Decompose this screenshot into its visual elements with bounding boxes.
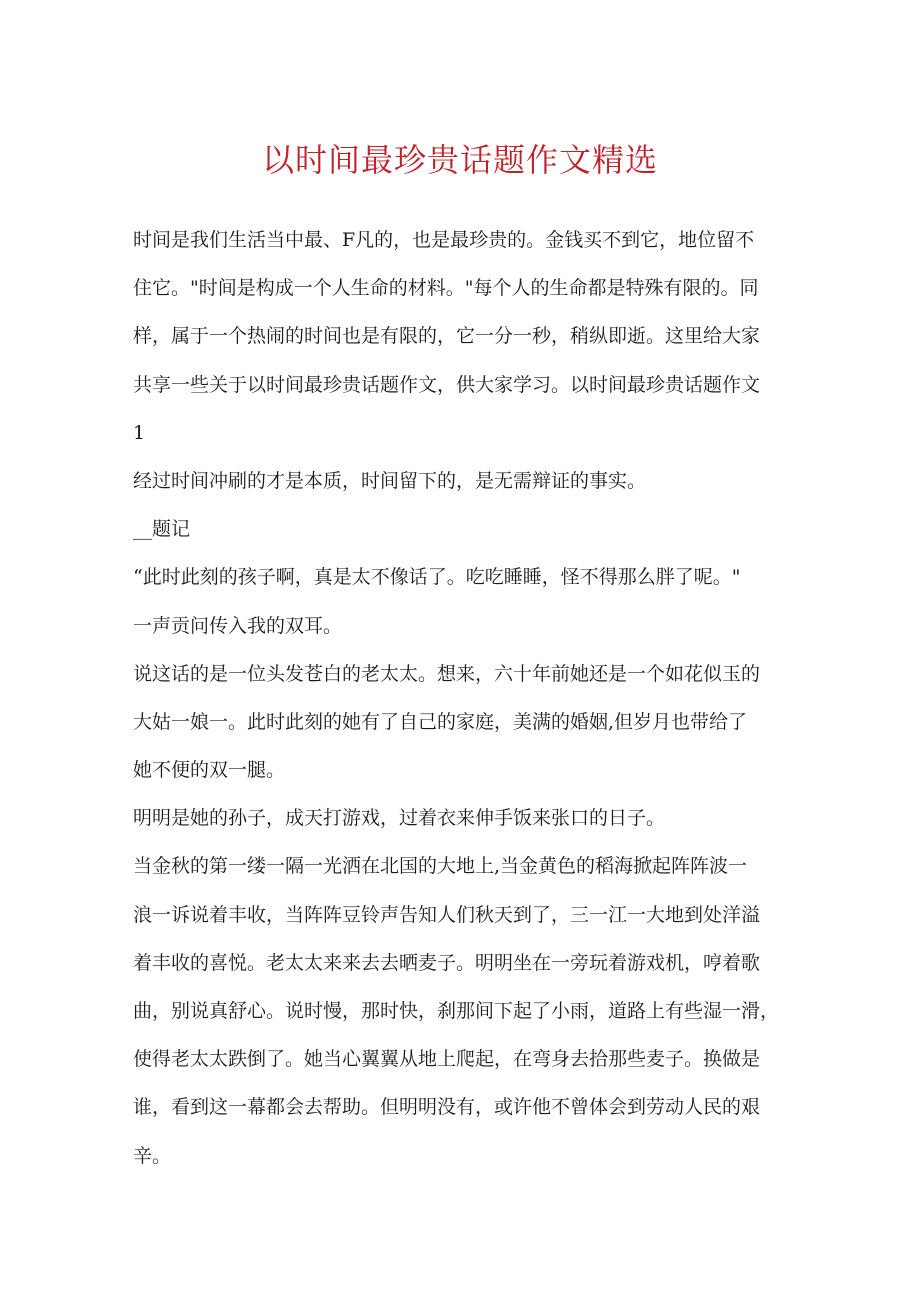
text-line: 1 bbox=[133, 421, 146, 444]
text-line: 共享一些关于以时间最珍贵话题作文，供大家学习。以时间最珍贵话题作文 bbox=[133, 373, 761, 396]
text-line: 曲，别说真舒心。说时慢，那时快，刹那间下起了小雨，道路上有些湿一滑， bbox=[133, 1000, 780, 1022]
text-line: 说这话的是一位头发苍白的老太太。想来，六十年前她还是一个如花似玉的 bbox=[133, 662, 761, 685]
document-body bbox=[133, 216, 789, 1180]
text-line: 着丰收的喜悦。老太太来来去去晒麦子。明明坐在一旁玩着游戏机，哼着歌 bbox=[133, 951, 761, 974]
text-line: 谁，看到这一幕都会去帮助。但明明没有，或许他不曾体会到劳动人民的艰 bbox=[133, 1096, 761, 1119]
text-line: 一声贡问传入我的双耳。 bbox=[133, 614, 343, 637]
text-line: __题记 bbox=[133, 518, 191, 541]
text-line: 住它。"时间是构成一个人生命的材料。"每个人的生命都是特殊有限的。同 bbox=[133, 277, 759, 300]
text-line: 大姑一娘一。此时此刻的她有了自己的家庭，美满的婚姻,但岁月也带给了 bbox=[133, 710, 748, 733]
document-title: 以时间最珍贵话题作文精选 bbox=[261, 141, 658, 179]
text-line: 样，属于一个热闹的时间也是有限的，它一分一秒，稍纵即逝。这里给大家 bbox=[133, 325, 761, 348]
text-line: 经过时间冲刷的才是本质，时间留下的，是无需辩证的事实。 bbox=[133, 469, 647, 492]
text-line: 浪一诉说着丰收，当阵阵豆铃声告知人们秋天到了，三一江一大地到处洋溢 bbox=[133, 903, 761, 926]
text-line: “此时此刻的孩子啊，真是太不像话了。吃吃睡睡，怪不得那么胖了呢。" bbox=[133, 566, 741, 589]
text-line: 使得老太太跌倒了。她当心翼翼从地上爬起，在弯身去拾那些麦子。换做是 bbox=[133, 1048, 761, 1071]
text-line: 她不便的双一腿。 bbox=[133, 759, 286, 782]
text-line: 时间是我们生活当中最、F凡的，也是最珍贵的。金钱买不到它，地位留不 bbox=[133, 229, 755, 251]
text-line: 辛。 bbox=[133, 1144, 172, 1167]
text-line: 明明是她的孙子，成天打游戏，过着衣来伸手饭来张口的日子。 bbox=[133, 807, 666, 830]
text-line: 当金秋的第一缕一隔一光洒在北国的大地上,当金黄色的稻海掀起阵阵波一 bbox=[133, 855, 748, 878]
